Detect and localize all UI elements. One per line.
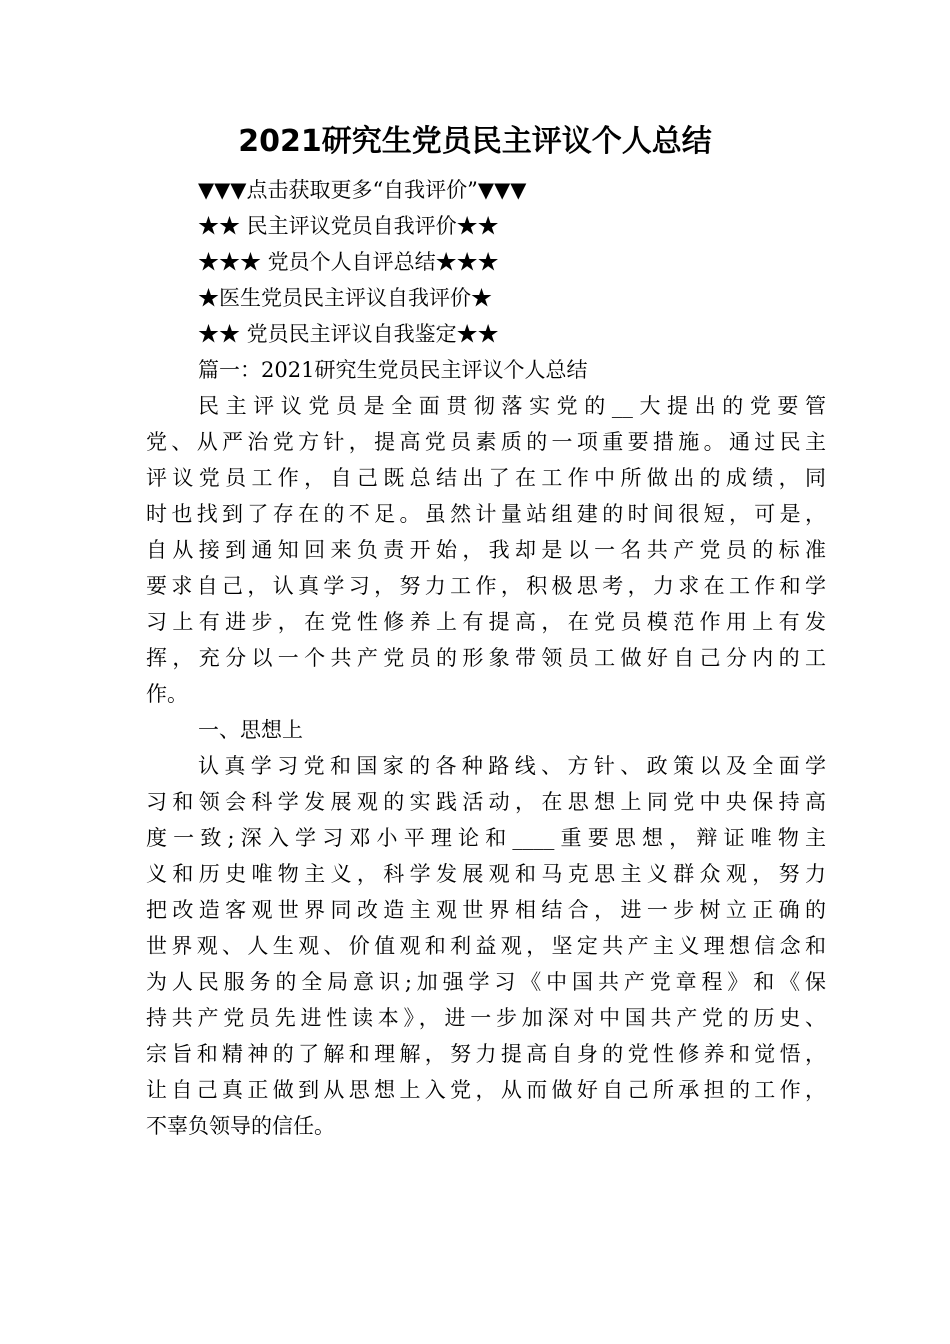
paragraph-line: 民主评议党员是全面贯彻落实党的__大提出的党要管 (198, 394, 826, 418)
document-body (146, 352, 826, 1144)
paragraph-line: 作。 (146, 682, 188, 706)
paragraph-line: 习上有进步，在党性修养上有提高，在党员模范作用上有发 (146, 610, 826, 634)
related-links (198, 172, 878, 352)
paragraph-line: 要求自己，认真学习，努力工作，积极思考，力求在工作和学 (146, 574, 826, 598)
paragraph-line: 自从接到通知回来负责开始，我却是以一名共产党员的标准 (146, 538, 826, 562)
paragraph-line: 义和历史唯物主义，科学发展观和马克思主义群众观，努力 (146, 862, 826, 886)
related-link-more-self-evaluation[interactable]: ▼▼▼点击获取更多“自我评价”▼▼▼ (198, 178, 527, 202)
paragraph-line: 时也找到了存在的不足。虽然计量站组建的时间很短，可是， (146, 502, 826, 526)
paragraph-line: 习和领会科学发展观的实践活动，在思想上同党中央保持高 (146, 790, 826, 814)
related-link-self-appraisal[interactable]: ★★ 党员民主评议自我鉴定★★ (198, 322, 499, 346)
article-heading: 篇一：2021研究生党员民主评议个人总结 (198, 358, 588, 382)
related-link-doctor-evaluation[interactable]: ★医生党员民主评议自我评价★ (198, 286, 492, 310)
paragraph-line: 把改造客观世界同改造主观世界相结合，进一步树立正确的 (146, 898, 826, 922)
paragraph-line: 评议党员工作，自己既总结出了在工作中所做出的成绩，同 (146, 466, 826, 490)
paragraph-line: 不辜负领导的信任。 (146, 1114, 335, 1138)
paragraph-line: 宗旨和精神的了解和理解，努力提高自身的党性修养和觉悟， (146, 1042, 826, 1066)
document-title: 2021研究生党员民主评议个人总结 (238, 124, 712, 159)
paragraph-line: 度一致;深入学习邓小平理论和____重要思想，辩证唯物主 (146, 826, 826, 850)
section-heading: 一、思想上 (198, 718, 303, 742)
paragraph-line: 为人民服务的全局意识;加强学习《中国共产党章程》和《保 (146, 970, 826, 994)
related-link-democratic-evaluation[interactable]: ★★ 民主评议党员自我评价★★ (198, 214, 499, 238)
paragraph-line: 挥，充分以一个共产党员的形象带领员工做好自己分内的工 (146, 646, 826, 670)
paragraph-line: 认真学习党和国家的各种路线、方针、政策以及全面学 (198, 754, 826, 778)
paragraph-line: 世界观、人生观、价值观和利益观，坚定共产主义理想信念和 (146, 934, 826, 958)
paragraph-line: 持共产党员先进性读本》，进一步加深对中国共产党的历史、 (146, 1006, 826, 1030)
related-link-personal-summary[interactable]: ★★★ 党员个人自评总结★★★ (198, 250, 499, 274)
paragraph-line: 让自己真正做到从思想上入党，从而做好自己所承担的工作， (146, 1078, 826, 1102)
paragraph-line: 党、从严治党方针，提高党员素质的一项重要措施。通过民主 (146, 430, 826, 454)
